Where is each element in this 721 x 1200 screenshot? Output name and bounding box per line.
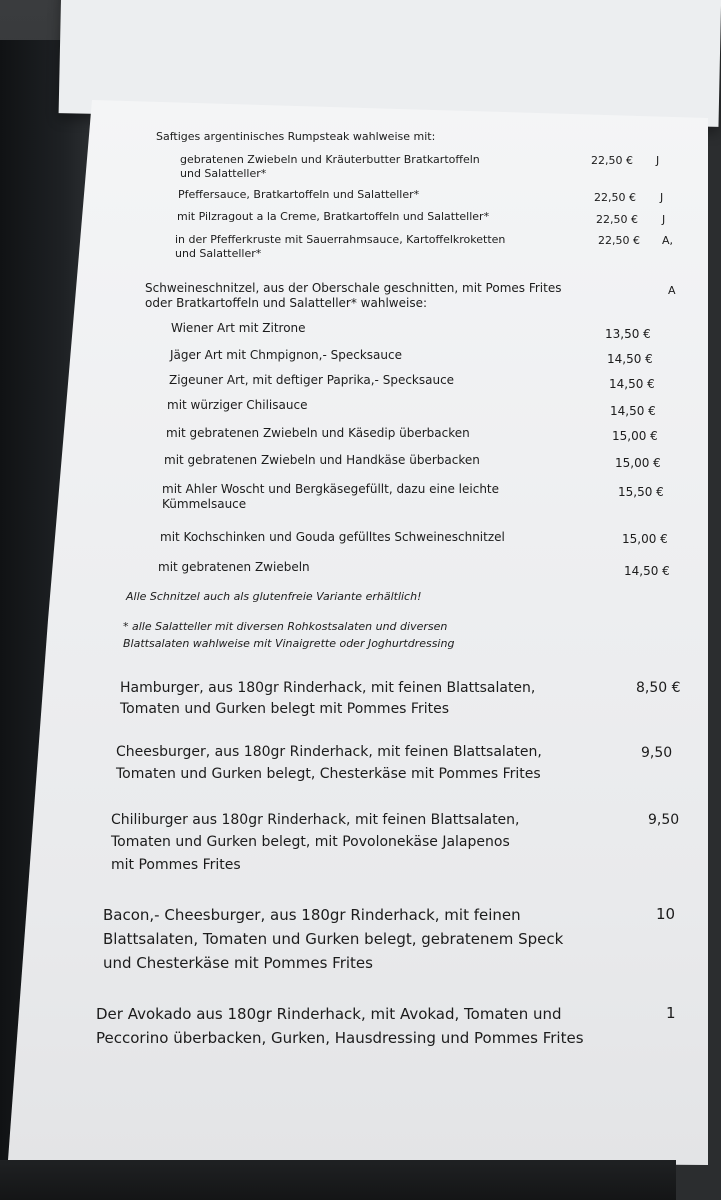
burger-chiliburger-price: 9,50 <box>648 812 680 828</box>
gluten-free-note: Alle Schnitzel auch als glutenfreie Variante erhältlich! <box>126 590 422 603</box>
schnitzel-item-7: mit Ahler Woscht und Bergkäsegefüllt, dazu eine leichte Kümmelsauce <box>162 482 500 512</box>
steak-item-3: mit Pilzragout a la Creme, Bratkartoffeln und Salatteller* <box>177 210 490 223</box>
burger-cheeseburger-price: 9,50 <box>641 745 673 761</box>
steak-item-3-price: 22,50 € <box>596 213 638 226</box>
steak-heading: Saftiges argentinisches Rumpsteak wahlweise mit: <box>156 130 436 143</box>
steak-item-1: gebratenen Zwiebeln und Kräuterbutter Bratkartoffeln und Salatteller* <box>180 153 480 181</box>
schnitzel-item-8-price: 15,00 € <box>622 532 668 546</box>
burger-item-cheeseburger: Cheesburger, aus 180gr Rinderhack, mit feinen Blattsalaten, Tomaten und Gurken belegt, Chesterkäse mit Pommes Frites <box>116 744 542 782</box>
schnitzel-item-6: mit gebratenen Zwiebeln und Handkäse überbacken <box>164 453 480 467</box>
schnitzel-item-1: Wiener Art mit Zitrone <box>171 321 306 335</box>
schnitzel-heading: Schweineschnitzel, aus der Oberschale geschnitten, mit Pomes Frites oder Bratkartoffeln und Salatteller* wahlweise: <box>145 281 562 311</box>
burger-bacon-cheeseburger-price: 10 <box>656 905 676 923</box>
steak-item-4: in der Pfefferkruste mit Sauerrahmsauce, Kartoffelkroketten und Salatteller* <box>175 233 506 261</box>
schnitzel-item-9-price: 14,50 € <box>624 564 670 578</box>
schnitzel-item-3-price: 14,50 € <box>609 377 655 391</box>
schnitzel-heading-allergen: A <box>668 284 676 297</box>
schnitzel-item-5-price: 15,00 € <box>612 429 658 443</box>
binder-bottom-edge <box>0 1160 676 1200</box>
schnitzel-item-7-price: 15,50 € <box>618 485 664 499</box>
schnitzel-item-2: Jäger Art mit Chmpignon,- Specksauce <box>170 348 402 362</box>
schnitzel-item-5: mit gebratenen Zwiebeln und Käsedip überbacken <box>166 426 470 440</box>
steak-item-2-price: 22,50 € <box>594 191 636 204</box>
steak-item-2: Pfeffersauce, Bratkartoffeln und Salatteller* <box>178 188 420 201</box>
burger-hamburger-price: 8,50 € <box>636 680 681 696</box>
steak-item-2-allergen: J <box>660 191 664 204</box>
schnitzel-item-6-price: 15,00 € <box>615 456 661 470</box>
steak-item-1-allergen: J <box>656 154 660 167</box>
burger-item-chiliburger: Chiliburger aus 180gr Rinderhack, mit feinen Blattsalaten, Tomaten und Gurken belegt, mit Povolonekäse Jalapenos mit Pommes Frites <box>111 812 520 873</box>
steak-item-3-allergen: J <box>662 213 666 226</box>
schnitzel-item-3: Zigeuner Art, mit deftiger Paprika,- Specksauce <box>169 373 455 387</box>
burger-item-hamburger: Hamburger, aus 180gr Rinderhack, mit feinen Blattsalaten, Tomaten und Gurken belegt mit Pommes Frites <box>120 680 536 717</box>
schnitzel-item-2-price: 14,50 € <box>607 352 653 366</box>
schnitzel-item-4-price: 14,50 € <box>610 404 656 418</box>
steak-item-1-price: 22,50 € <box>591 154 633 167</box>
schnitzel-item-8: mit Kochschinken und Gouda gefülltes Schweineschnitzel <box>160 530 505 544</box>
salad-note: * alle Salatteller mit diversen Rohkostsalaten und diversen Blattsalaten wahlweise mit Vinaigrette oder Joghurtdressing <box>123 620 455 650</box>
burger-item-bacon-cheeseburger: Bacon,- Cheesburger, aus 180gr Rinderhack, mit feinen Blattsalaten, Tomaten und Gurken belegt, gebratenem Speck und Chesterkäse mit Pommes Frites <box>103 906 564 972</box>
burger-item-avokado: Der Avokado aus 180gr Rinderhack, mit Avokad, Tomaten und Peccorino überbacken, Gurken, Hausdressing und Pommes Frites <box>96 1005 584 1047</box>
steak-item-4-price: 22,50 € <box>598 234 640 247</box>
schnitzel-item-4: mit würziger Chilisauce <box>167 398 308 412</box>
schnitzel-item-1-price: 13,50 € <box>605 327 651 341</box>
burger-avokado-price: 1 <box>666 1004 676 1022</box>
steak-item-4-allergen: A, <box>662 234 674 247</box>
schnitzel-item-9: mit gebratenen Zwiebeln <box>158 560 310 574</box>
